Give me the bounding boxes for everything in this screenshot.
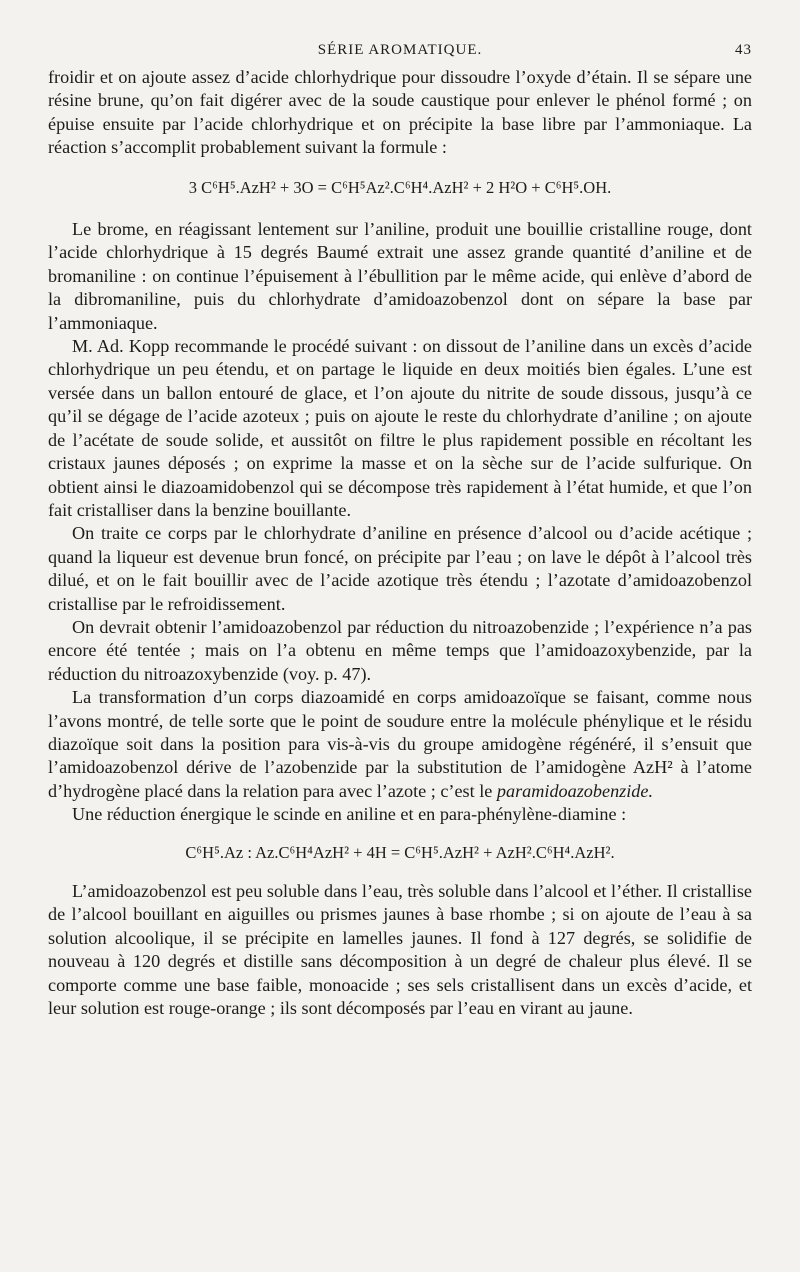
paragraph-properties: L’amidoazobenzol est peu soluble dans l’eau, très soluble dans l’alcool et l’éther. Il cristallise de l’alcool bouillant en aiguilles ou prismes jaunes à base rhombe ; si on ajoute de l’eau à sa solution alcoolique, il se précipite en lamelles jaunes. Il fond à 127 degrés, se solidifie de nouveau à 120 degrés et distille sans décomposition à un degré de chaleur plus élevé. Il se comporte comme une base faible, monoacide ; ses sels cristallisent dans un excès d’acide, et leur solution est rouge-orange ; ils sont décomposés par l’eau en virant au jaune. (48, 881, 752, 1019)
transformation-text: La transformation d’un corps diazoamidé en corps amidoazoïque se faisant, comme nous l’avons montré, de telle sorte que le point de soudure entre la molécule phénylique et le résidu diazoïque soit dans la position para vis-à-vis du groupe amidogène régénéré, il s’ensuit que l’amidoazobenzol dérive de l’azobenzide par la substitution de l’amidogène AzH² à l’atome d’hydrogène placé dans la relation para avec l’azote ; c’est le (48, 687, 752, 801)
paragraph-treatment: On traite ce corps par le chlorhydrate d’aniline en présence d’alcool ou d’acide acétique ; quand la liqueur est devenue brun foncé, on précipite par l’eau ; on lave le dépôt à l’alcool très dilué, et on le fait bouillir avec de l’acide azotique très étendu ; l’azotate d’amidoazobenzol cristallise par le refroidissement. (48, 523, 752, 614)
paragraph-continued: froidir et on ajoute assez d’acide chlorhydrique pour dissoudre l’oxyde d’étain. Il se sépare une résine brune, qu’on fait digérer avec de la soude caustique pour enlever le phénol formé ; on épuise ensuite par l’acide chlorhydrique et on précipite la base libre par l’ammoniaque. La réaction s’accomplit probablement suivant la formule : (48, 67, 752, 158)
paragraph-energetic-reduction: Une réduction énergique le scinde en aniline et en para-phénylène-diamine : (72, 804, 627, 825)
chemical-formula-oxidation: 3 C⁶H⁵.AzH² + 3O = C⁶H⁵Az².C⁶H⁴.AzH² + 2 H²O + C⁶H⁵.OH. (188, 177, 612, 197)
paragraph-kopp-procedure: M. Ad. Kopp recommande le procédé suivant : on dissout de l’aniline dans un excès d’acide chlorhydrique un peu étendu, et on partage le liquide en deux moitiés bien égales. L’une est versée dans un ballon entouré de glace, et l’on ajoute du nitrite de soude dissous, jusqu’à ce qu’il se dégage de l’acide azoteux ; puis on ajoute le reste du chlorhydrate d’aniline ; on ajoute de l’acétate de soude solide, et aussitôt on filtre le plus rapidement possible en récoltant les cristaux jaunes déposés ; on exprime la masse et on la sèche sur de l’acide sulfurique. On obtient ainsi le diazoamidobenzol qui se décompose très rapidement à l’état humide, et que l’on fait cristalliser dans la benzine bouillante. (48, 336, 752, 520)
paragraph-bromine: Le brome, en réagissant lentement sur l’aniline, produit une bouillie cristalline rouge, dont l’acide chlorhydrique à 15 degrés Baumé extrait une assez grande quantité d’aniline et de bromaniline : on continue l’épuisement à l’ébullition par le même acide, qui enlève d’abord de la dibromaniline, puis du chlorhydrate d’amidoazobenzol dont on sépare la base par l’ammoniaque. (48, 219, 752, 333)
page-header (48, 42, 752, 66)
page-number: 43 (735, 42, 752, 58)
running-title: SÉRIE AROMATIQUE. (317, 42, 483, 58)
paragraph-reduction: On devrait obtenir l’amidoazobenzol par réduction du nitroazobenzide ; l’expérience n’a pas encore été tentée ; mais on l’a obtenu en même temps que l’amidoazoxybenzide, par la réduction du nitroazoxybenzide (voy. p. 47). (48, 616, 752, 684)
chemical-formula-reduction: C⁶H⁵.Az : Az.C⁶H⁴AzH² + 4H = C⁶H⁵.AzH² + AzH².C⁶H⁴.AzH². (185, 842, 615, 862)
page-body (48, 66, 752, 1020)
paragraph-transformation (48, 686, 752, 803)
italic-term: paramidoazobenzide. (496, 780, 654, 801)
